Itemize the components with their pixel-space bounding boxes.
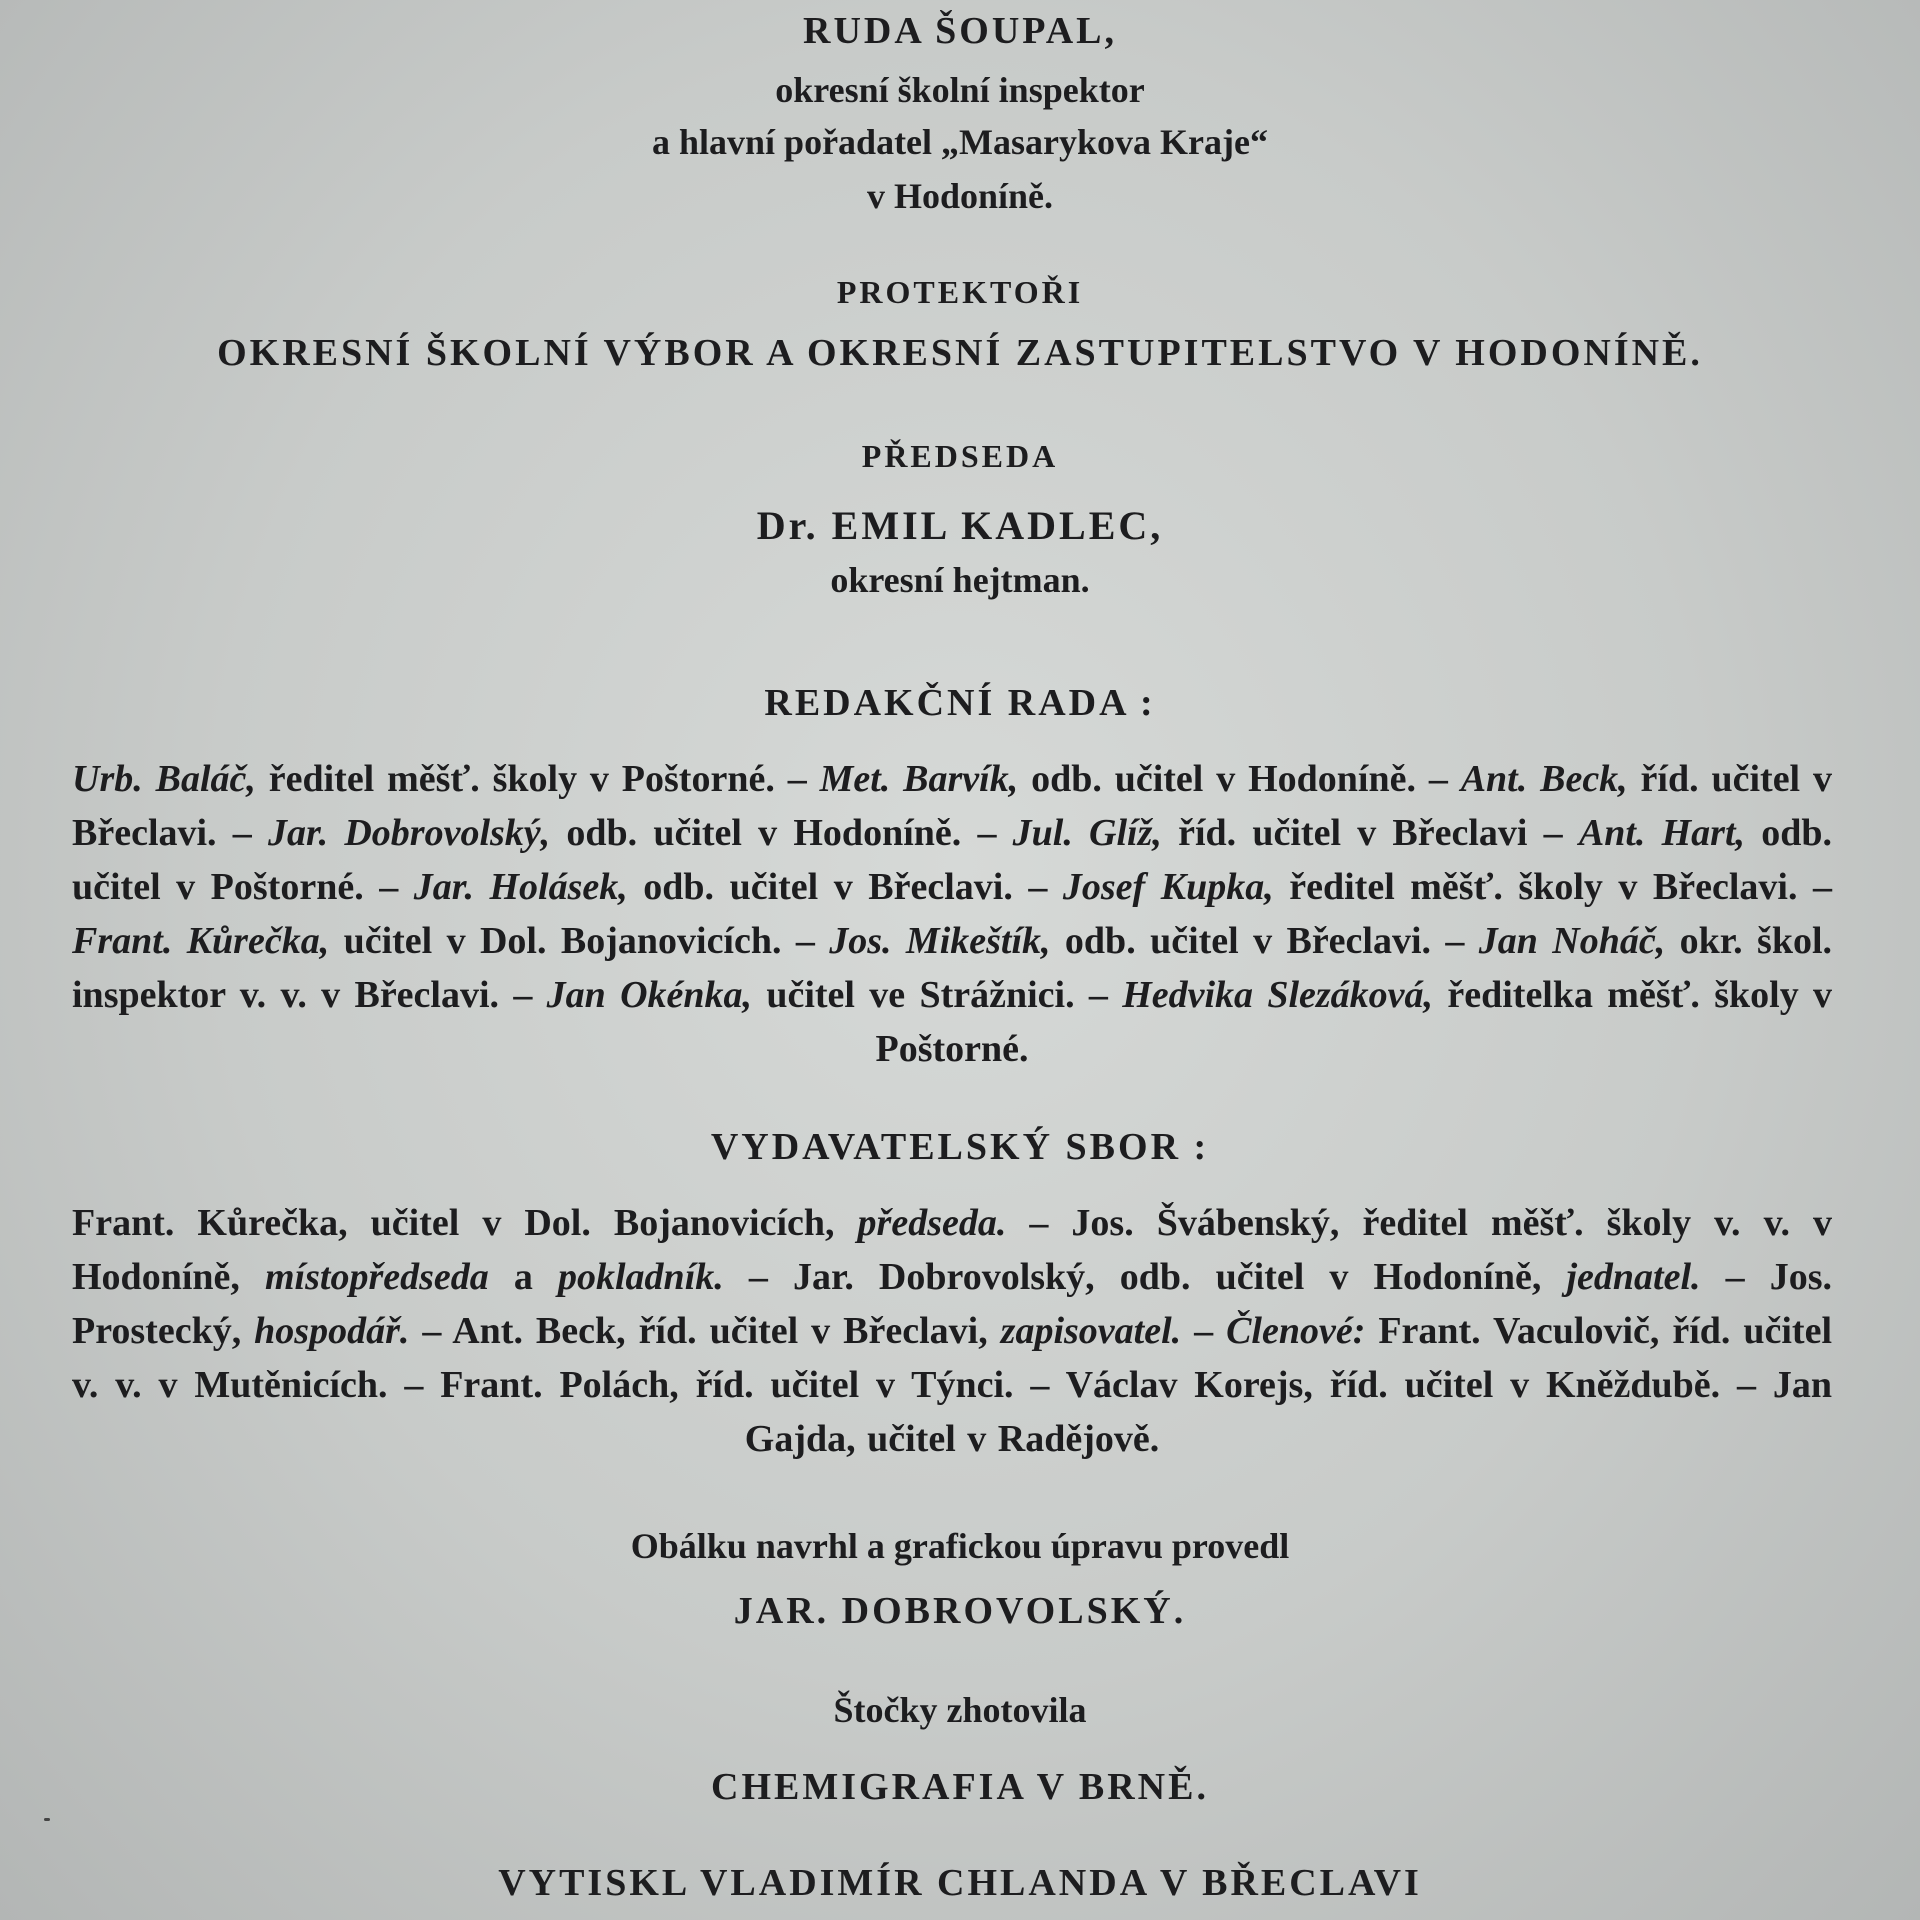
member: Hedvika Slezáková, ředitelka měšť. školy v Poštorné. (875, 974, 1832, 1070)
paper-speck (44, 1818, 50, 1821)
member: Ant. Hart, odb. učitel v Poštorné. – (72, 812, 1832, 908)
blocks-credit: Štočky zhotovila (833, 1690, 1087, 1730)
member: Jar. Holásek, odb. učitel v Břeclavi. – (413, 866, 1063, 908)
organizer-name: RUDA ŠOUPAL, (803, 10, 1117, 52)
publishing-board-members: Frant. Kůrečka, učitel v Dol. Bojanovicích, předseda. – Jos. Švábenský, ředitel měšť. školy v. v. v Hodoníně, místopředseda a pokladník. – Jar. Dobrovolský, odb. učitel v Hodoníně, jednatel. – Jos. Prostecký, hospodář. – Ant. Beck, říd. učitel v Břeclavi, zapisovatel. – Členové: Frant. Vaculovič, říd. učitel v. v. v Mutěnicích. – Frant. Polách, říd. učitel v Týnci. – Václav Korejs, říd. učitel v Kněždubě. – Jan Gajda, učitel v Radějově. (72, 1202, 1833, 1460)
blocks-maker: CHEMIGRAFIA V BRNĚ. (711, 1766, 1209, 1808)
organizer-role-2: a hlavní pořadatel „Masarykova Kraje“ (652, 122, 1268, 162)
member: Urb. Baláč, ředitel měšť. školy v Poštorné. – (72, 758, 820, 800)
member: Frant. Kůrečka, učitel v Dol. Bojanovicích. – (72, 920, 830, 962)
member: Met. Barvík, odb. učitel v Hodoníně. – (819, 758, 1461, 800)
cover-designer: JAR. DOBROVOLSKÝ. (733, 1590, 1187, 1632)
protectors-text: OKRESNÍ ŠKOLNÍ VÝBOR A OKRESNÍ ZASTUPITELSTVO V HODONÍNĚ. (217, 332, 1703, 374)
chairman-name: Dr. EMIL KADLEC, (756, 503, 1164, 548)
printer-credit: VYTISKL VLADIMÍR CHLANDA V BŘECLAVI (498, 1862, 1422, 1904)
protectors-heading: PROTEKTOŘI (836, 274, 1084, 310)
member: Jan Okénka, učitel ve Strážnici. – (546, 974, 1123, 1016)
member: Jan Noháč, okr. škol. inspektor v. v. v Břeclavi. – (72, 920, 1833, 1016)
editorial-board-members (72, 752, 1832, 1076)
publishing-board-heading: VYDAVATELSKÝ SBOR : (710, 1126, 1210, 1168)
member: Jul. Glíž, říd. učitel v Břeclavi – (1012, 812, 1579, 854)
organizer-role: okresní školní inspektor (775, 70, 1145, 110)
cover-credit: Obálku navrhl a grafickou úpravu provedl (630, 1526, 1290, 1566)
member: Josef Kupka, ředitel měšť. školy v Břeclavi. – (1062, 866, 1833, 908)
member: Ant. Beck, říd. učitel v Břeclavi. – (72, 758, 1832, 854)
organizer-place: v Hodoníně. (866, 176, 1054, 216)
editorial-board-heading: REDAKČNÍ RADA : (764, 682, 1156, 724)
chairman-role: okresní hejtman. (830, 560, 1090, 600)
member: Jos. Mikeštík, odb. učitel v Břeclavi. – (829, 920, 1479, 962)
member: Jar. Dobrovolský, odb. učitel v Hodoníně. – (267, 812, 1013, 854)
chairman-heading: PŘEDSEDA (861, 438, 1059, 474)
